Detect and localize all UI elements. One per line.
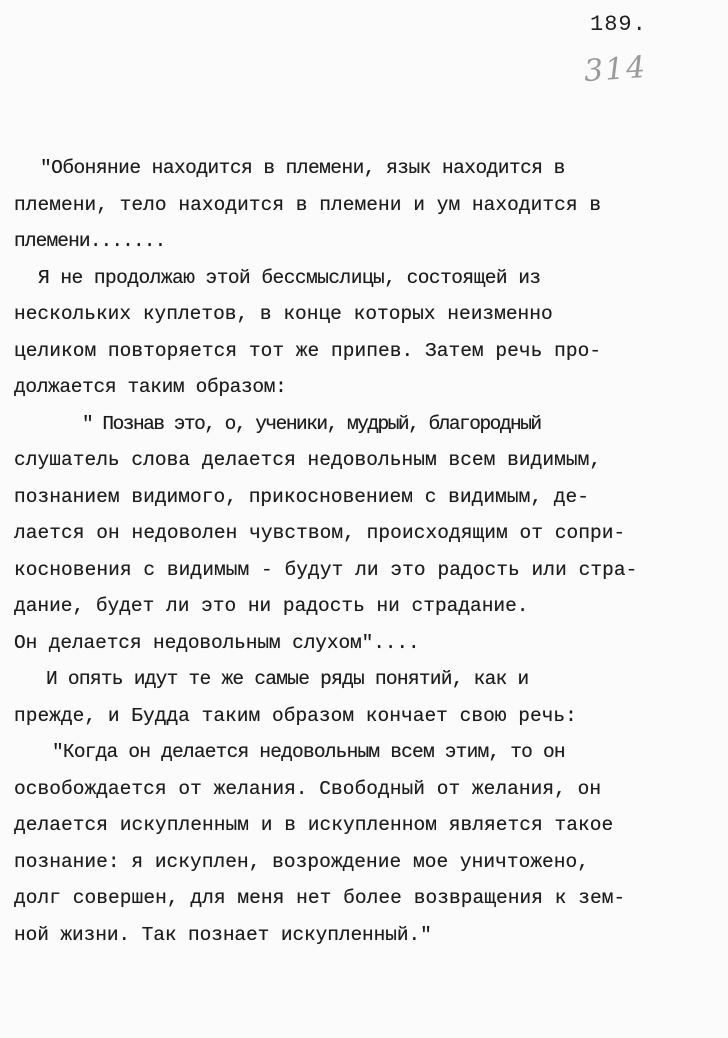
text-line: познание: я искуплен, возрождение мое уничтожено, <box>14 850 589 873</box>
text-line: лается он недоволен чувством, происходящим от сопри- <box>14 522 626 544</box>
text-line: дание, будет ли это ни радость ни страдание. <box>14 595 529 617</box>
text-line: должается таким образом: <box>14 376 287 398</box>
text-line: И опять идут те же самые ряды понятий, как и <box>46 668 529 690</box>
text-line: освобождается от желания. Свободный от желания, он <box>14 777 602 800</box>
text-line: косновения с видимым - будут ли это радость или стра- <box>14 558 638 581</box>
text-line: познанием видимого, прикосновением с видимым, де- <box>14 485 589 508</box>
text-line: прежде, и Будда таким образом кончает свою речь: <box>14 704 577 727</box>
text-line: племени, тело находится в племени и ум находится в <box>14 193 602 216</box>
text-line: ной жизни. Так познает искупленный." <box>14 923 432 946</box>
text-line: делается искупленным и в искупленном является такое <box>14 814 614 836</box>
handwritten-archive-number: 314 <box>582 49 649 90</box>
text-line: " Познав это, о, ученики, мудрый, благородный <box>82 412 541 435</box>
text-line: долг совершен, для меня нет более возвращения к зем- <box>14 887 626 909</box>
text-line: нескольких куплетов, в конце которых неизменно <box>14 303 553 325</box>
page-number: 189. <box>590 12 647 37</box>
text-line: "Обоняние находится в племени, язык находится в <box>40 157 565 179</box>
text-line: племени....... <box>14 230 166 252</box>
text-line: "Когда он делается недовольным всем этим, то он <box>52 741 565 763</box>
text-line: слушатель слова делается недовольным всем видимым, <box>14 449 602 471</box>
text-line: целиком повторяется тот же припев. Затем речь про- <box>14 339 602 362</box>
text-line: Он делается недовольным слухом".... <box>14 631 420 654</box>
typed-text-body <box>0 150 728 953</box>
text-line: Я не продолжаю этой бессмыслицы, состоящей из <box>38 266 541 289</box>
